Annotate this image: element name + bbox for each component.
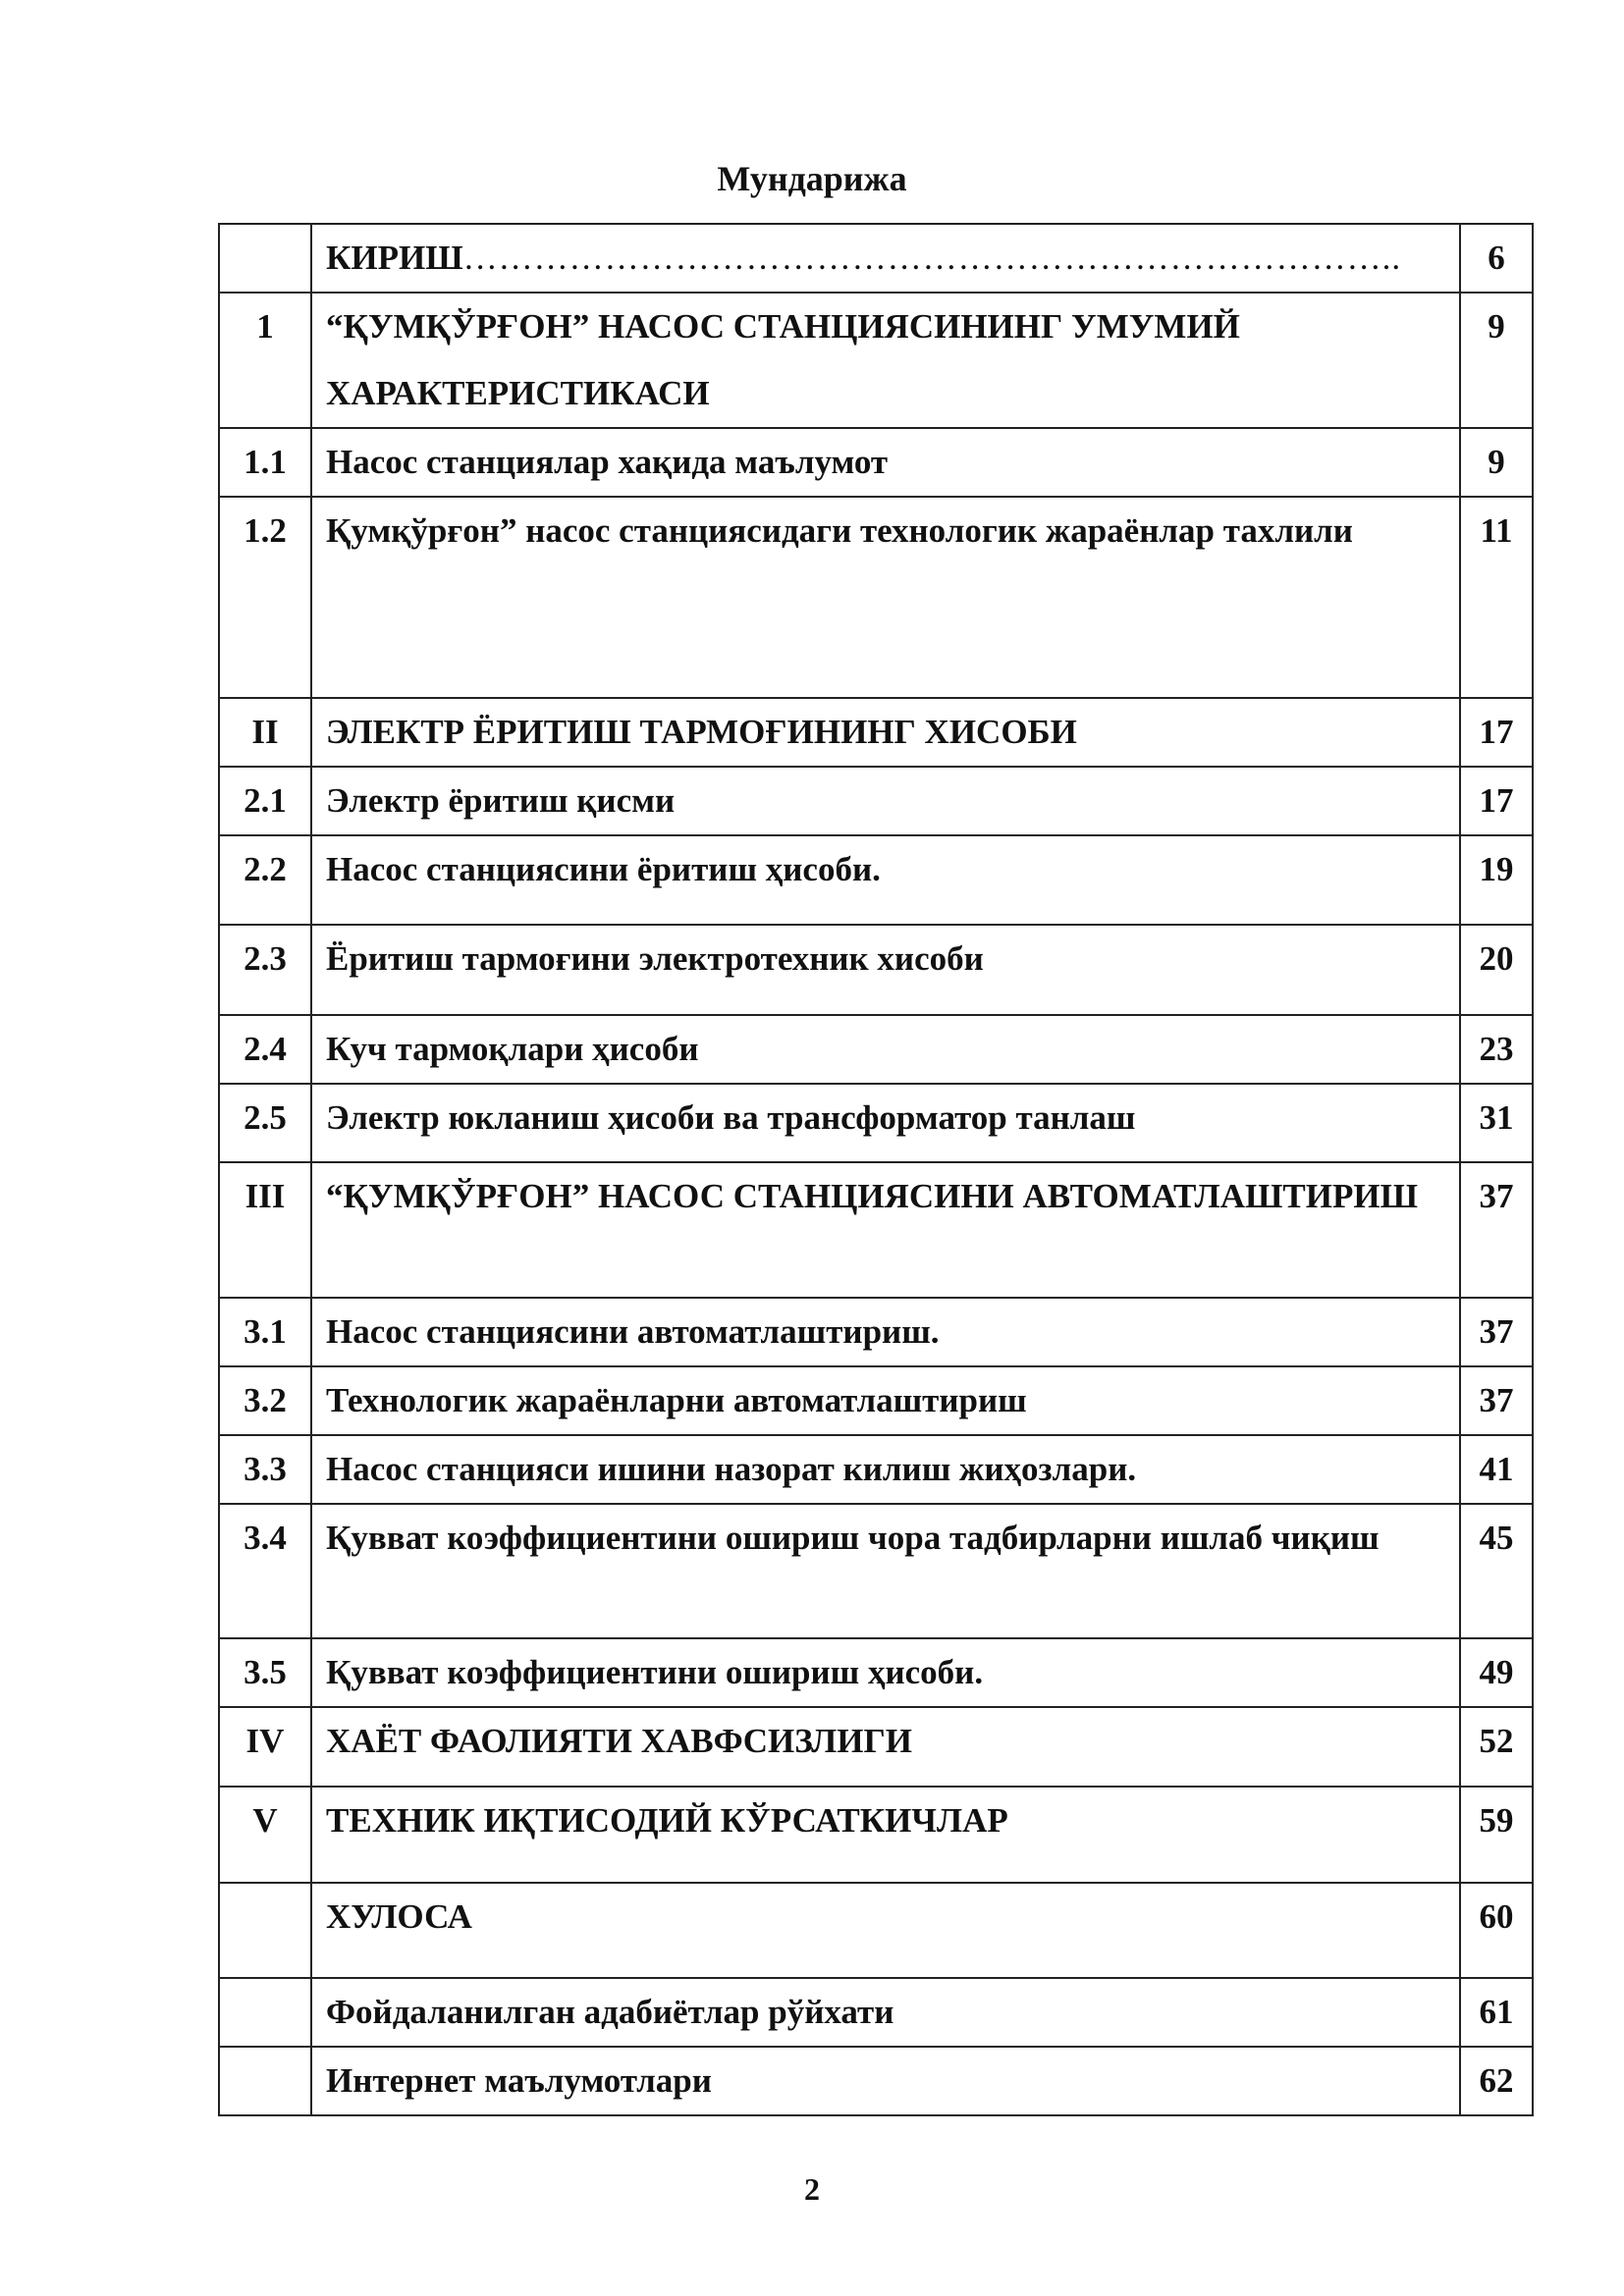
section-title: Насос станциясини автоматлаштириш. [311,1298,1460,1366]
section-title: ХУЛОСА [311,1883,1460,1978]
section-title: Электр юкланиш ҳисоби ва трансформатор танлаш [311,1084,1460,1162]
section-number [219,1883,311,1978]
section-number: 1.2 [219,497,311,698]
page-number: 19 [1460,835,1533,925]
page-number: 52 [1460,1707,1533,1787]
page-number: 9 [1460,293,1533,428]
section-title: Насос станциялар хақида маълумот [311,428,1460,497]
section-number: II [219,698,311,767]
section-number: 3.5 [219,1638,311,1707]
section-number: 2.4 [219,1015,311,1084]
section-title: ЭЛЕКТР ЁРИТИШ ТАРМОҒИНИНГ ХИСОБИ [311,698,1460,767]
section-title: Куч тармоқлари ҳисоби [311,1015,1460,1084]
section-title: Насос станциясини ёритиш ҳисоби. [311,835,1460,925]
section-number: 1.1 [219,428,311,497]
section-title: Қумқўрғон” насос станциясидаги технологик жараёнлар тахлили [311,497,1460,698]
table-row [219,1084,1533,1162]
page-number: 31 [1460,1084,1533,1162]
page-number: 41 [1460,1435,1533,1504]
table-row [219,1298,1533,1366]
section-title: Ёритиш тармоғини электротехник хисоби [311,925,1460,1015]
table-row [219,293,1533,428]
table-row [219,925,1533,1015]
section-number: 3.3 [219,1435,311,1504]
leader-dots: …………………………………………………………………….. [462,239,1402,277]
table-row [219,1707,1533,1787]
table-row [219,767,1533,835]
page-number: 11 [1460,497,1533,698]
table-row [219,224,1533,293]
page-number: 37 [1460,1298,1533,1366]
section-number: 3.2 [219,1366,311,1435]
table-row [219,1435,1533,1504]
section-title-text: КИРИШ [326,239,463,277]
section-number: 3.4 [219,1504,311,1638]
section-title: “ҚУМҚЎРҒОН” НАСОС СТАНЦИЯСИНИ АВТОМАТЛАШТИРИШ [311,1162,1460,1298]
section-number: III [219,1162,311,1298]
section-number: V [219,1787,311,1883]
section-number [219,224,311,293]
table-row [219,835,1533,925]
page-number: 37 [1460,1366,1533,1435]
page-number: 17 [1460,698,1533,767]
section-title: “ҚУМҚЎРҒОН” НАСОС СТАНЦИЯСИНИНГ УМУМИЙ ХАРАКТЕРИСТИКАСИ [311,293,1460,428]
page-number: 49 [1460,1638,1533,1707]
section-number: 2.3 [219,925,311,1015]
section-number: 2.2 [219,835,311,925]
page-number: 45 [1460,1504,1533,1638]
table-row [219,1883,1533,1978]
page-number: 60 [1460,1883,1533,1978]
section-title: Қувват коэффициентини ошириш ҳисоби. [311,1638,1460,1707]
table-row [219,698,1533,767]
table-row [219,1638,1533,1707]
section-number: IV [219,1707,311,1787]
section-title: Электр ёритиш қисми [311,767,1460,835]
page-number: 9 [1460,428,1533,497]
page-number: 17 [1460,767,1533,835]
page-number-footer: 2 [804,2171,820,2207]
table-row [219,1504,1533,1638]
section-title: Насос станцияси ишини назорат килиш жиҳозлари. [311,1435,1460,1504]
section-title: Фойдаланилган адабиётлар рўйхати [311,1978,1460,2047]
section-title: Интернет маълумотлари [311,2047,1460,2115]
section-title: Технологик жараёнларни автоматлаштириш [311,1366,1460,1435]
section-number: 2.5 [219,1084,311,1162]
section-title [311,224,1460,293]
page-number: 61 [1460,1978,1533,2047]
table-row [219,1978,1533,2047]
table-row [219,428,1533,497]
page-title: Мундарижа [717,159,907,198]
table-row [219,1015,1533,1084]
section-title: Қувват коэффициентини ошириш чора тадбирларни ишлаб чиқиш [311,1504,1460,1638]
table-row [219,2047,1533,2115]
section-number [219,2047,311,2115]
table-row [219,497,1533,698]
table-row [219,1162,1533,1298]
table-row [219,1787,1533,1883]
section-number [219,1978,311,2047]
page-number: 37 [1460,1162,1533,1298]
section-number: 3.1 [219,1298,311,1366]
section-title: ХАЁТ ФАОЛИЯТИ ХАВФСИЗЛИГИ [311,1707,1460,1787]
section-number: 2.1 [219,767,311,835]
page-number: 59 [1460,1787,1533,1883]
section-title: ТЕХНИК ИҚТИСОДИЙ КЎРСАТКИЧЛАР [311,1787,1460,1883]
table-of-contents [218,223,1534,2116]
page-number: 6 [1460,224,1533,293]
page-number: 20 [1460,925,1533,1015]
table-row [219,1366,1533,1435]
page-number: 62 [1460,2047,1533,2115]
page-number: 23 [1460,1015,1533,1084]
section-number: 1 [219,293,311,428]
